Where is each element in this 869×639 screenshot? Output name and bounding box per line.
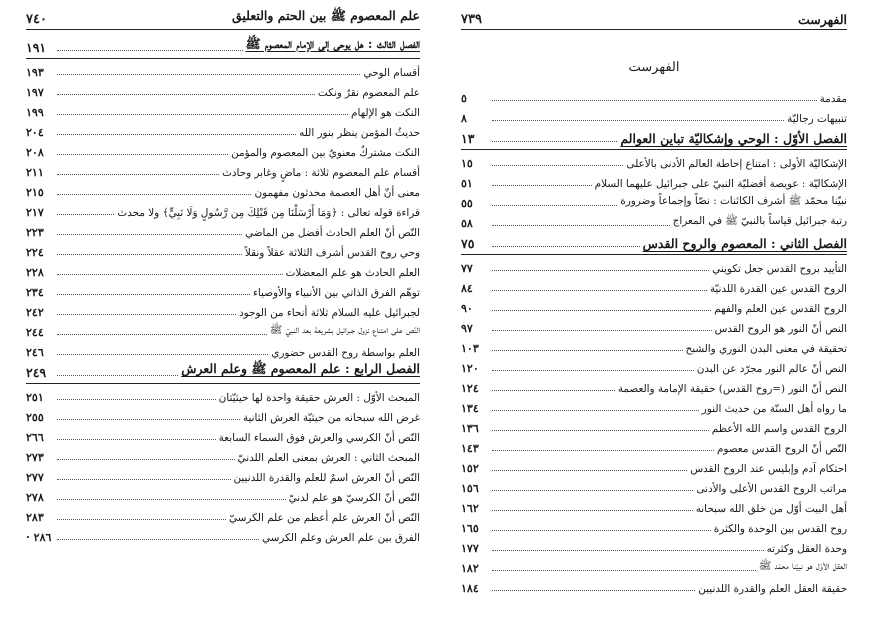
- dot-leader: [492, 550, 764, 551]
- toc-page-number: ٥٥: [461, 197, 473, 210]
- toc-chapter-entry: [26, 359, 420, 384]
- toc-page-number: ١٨٤: [461, 582, 479, 595]
- left-page: [0, 0, 432, 639]
- toc-entry-title: المبحث الثاني : العرش بمعنى العلم اللدنيّ: [237, 452, 420, 464]
- dot-leader: [57, 254, 242, 255]
- toc-entry: [26, 199, 420, 219]
- dot-leader: [57, 174, 219, 175]
- toc-page-number: ٥٨: [461, 217, 473, 230]
- toc-entry-title: الإشكاليّة الأولى : امتناع إحاطة العالم الأدنى بالأعلى: [626, 158, 847, 170]
- dot-leader: [492, 310, 711, 311]
- toc-page-number: ١٧٧: [461, 542, 479, 555]
- dot-leader: [57, 459, 235, 460]
- toc-page-number: ٢٧٣: [26, 451, 44, 464]
- toc-page-number: ١٣: [461, 131, 475, 146]
- toc-entry: [461, 455, 847, 475]
- dot-leader: [57, 294, 250, 295]
- toc-entry: [461, 575, 847, 595]
- toc-page-number: ١٦٥: [461, 522, 479, 535]
- toc-entry: [26, 239, 420, 259]
- toc-entry: [26, 219, 420, 239]
- toc-page-number: ٢١٥: [26, 186, 44, 199]
- toc-entry: [461, 435, 847, 455]
- dot-leader: [57, 539, 259, 540]
- dot-leader: [492, 490, 693, 491]
- toc-page-number: ٢٨٣: [26, 511, 44, 524]
- toc-entry-title: النّص أنّ الكرسي والعرش فوق السماء السابعة: [218, 432, 420, 444]
- toc-entry: [26, 119, 420, 139]
- toc-entry: [26, 179, 420, 199]
- toc-entry-title: تنبيهات رجاليّة: [787, 113, 847, 125]
- toc-entry: [461, 315, 847, 335]
- dot-leader: [57, 399, 216, 400]
- dot-leader: [492, 350, 683, 351]
- dot-leader: [492, 290, 707, 291]
- dot-leader: [492, 246, 640, 247]
- toc-page-number: ٢٧٨: [26, 491, 44, 504]
- toc-page-number: ١٣٦: [461, 422, 479, 435]
- dot-leader: [57, 439, 216, 440]
- toc-entry-title: قراءة قوله تعالى : ﴿وَمَا أَرْسَلْنَا مِن قَبْلِكَ مِن رَّسُولٍ وَلَا نَبِيٍّ﴾ ولا محدث: [117, 207, 420, 219]
- right-running-title: الفهرست: [797, 12, 847, 27]
- toc-entry-title: العلم الحادث هو علم المعضلات: [285, 267, 420, 279]
- toc-entry: [26, 404, 420, 424]
- toc-page-number: ١٣٤: [461, 402, 479, 415]
- toc-entry-title: مقدمة: [819, 93, 847, 105]
- dot-leader: [57, 479, 231, 480]
- toc-page-number: ٥: [461, 92, 467, 105]
- dot-leader: [57, 74, 360, 75]
- dot-leader: [492, 570, 756, 571]
- dot-leader: [57, 419, 240, 420]
- dot-leader: [492, 370, 694, 371]
- left-running-title: علم المعصوم ﷺ بين الحتم والتعليق: [231, 8, 420, 23]
- toc-page-number: ١٤٣: [461, 442, 479, 455]
- dot-leader: [492, 205, 617, 206]
- dot-leader: [57, 354, 268, 355]
- index-title: الفهرست: [628, 60, 680, 75]
- toc-entry-title: تحقيقة في معنى البدن النوري والشبح: [685, 343, 847, 355]
- toc-entry-title: معنى أنّ أهل العصمة محدثون مفهمون: [254, 187, 420, 199]
- toc-page-number: ٢٤٤: [26, 326, 44, 339]
- dot-leader: [57, 314, 236, 315]
- dot-leader: [57, 134, 296, 135]
- toc-page-number: ٨٤: [461, 282, 473, 295]
- toc-entry-title: النص أنّ النور (=روح القدس) حقيقة الإمامة والعصمة: [617, 383, 847, 395]
- toc-entry: [26, 279, 420, 299]
- toc-entry-title: الفرق بين علم العرش وعلم الكرسي: [261, 532, 420, 544]
- toc-entry-title: النص أنّ عالم النور مجرّد عن البدن: [696, 363, 847, 375]
- dot-leader: [57, 50, 243, 51]
- toc-page-number: ١٠٣: [461, 342, 479, 355]
- toc-page-number: ٨: [461, 112, 467, 125]
- toc-entry-title: حقيقة العقل العلم والقدرة اللدنيين: [698, 583, 847, 595]
- toc-page-number: ٢٠٨: [26, 146, 44, 159]
- dot-leader: [492, 390, 615, 391]
- toc-page-number: ١٥: [461, 157, 473, 170]
- toc-page-number: ١٨٢: [461, 562, 479, 575]
- toc-entry: [461, 535, 847, 555]
- toc-entry: [461, 415, 847, 435]
- toc-entry: [26, 319, 420, 339]
- toc-page-number: ٢٦٦: [26, 431, 44, 444]
- toc-entry-title: علم المعصوم نقرٌ ونكت: [317, 87, 420, 99]
- toc-entry: [461, 555, 847, 575]
- toc-entry: [26, 259, 420, 279]
- toc-entry-title: الفصل الرابع : علم المعصوم ﷺ وعلم العرش: [181, 361, 420, 376]
- toc-page-number: ١٩١: [26, 40, 47, 55]
- toc-entry: [461, 335, 847, 355]
- toc-entry-title: أقسام الوحي: [363, 67, 420, 79]
- toc-page-number: ١٦٢: [461, 502, 479, 515]
- toc-entry: [26, 79, 420, 99]
- toc-chapter-entry: [461, 230, 847, 255]
- toc-entry: [461, 275, 847, 295]
- toc-page-number: ١٢٠: [461, 362, 479, 375]
- dot-leader: [492, 330, 712, 331]
- toc-page-number: ٧٥: [461, 236, 475, 251]
- dot-leader: [57, 234, 242, 235]
- toc-entry-title: النّص أنّ الروح القدس معصوم: [717, 443, 847, 455]
- toc-page-number: ٢٢٤: [26, 246, 44, 259]
- toc-entry: [26, 139, 420, 159]
- toc-entry-title: وحدة العقل وكثرته: [766, 543, 847, 555]
- toc-entry: [461, 395, 847, 415]
- toc-entry-title: النص أنّ النور هو الروح القدس: [714, 323, 847, 335]
- toc-page-number: ١٥٦: [461, 482, 479, 495]
- toc-page-number: ٢٥١: [26, 391, 44, 404]
- dot-leader: [492, 530, 711, 531]
- toc-entry: [461, 295, 847, 315]
- toc-page-number: ٢١٧: [26, 206, 44, 219]
- dot-leader: [57, 499, 286, 500]
- toc-entry: [461, 495, 847, 515]
- dot-leader: [492, 185, 592, 186]
- toc-entry: [26, 299, 420, 319]
- left-page-number: ٧٤٠: [26, 12, 47, 27]
- dot-leader: [57, 114, 348, 115]
- toc-page-number: ٩٧: [461, 322, 473, 335]
- toc-entry-title: توهّم الفرق الذاتي بين الأنبياء والأوصياء: [252, 287, 420, 299]
- toc-page-number: ٢٥٥: [26, 411, 44, 424]
- right-page: [437, 0, 869, 639]
- toc-entry-title: النّص أنّ العرش علم أعظم من علم الكرسيّ: [228, 512, 420, 524]
- toc-page-number: ٧٧: [461, 262, 473, 275]
- toc-entry-title: النكت مشتركٌ معنويٌ بين المعصوم والمؤمن: [231, 147, 420, 159]
- dot-leader: [492, 225, 670, 226]
- toc-page-number: ٩٠: [461, 302, 473, 315]
- toc-entry-title: العقل الأوّل هو نبيّنا محمّد ﷺ: [758, 560, 847, 572]
- toc-entry-title: النّص على امتناع نزول جبرائيل بشريعة بعد النبيّ ﷺ: [269, 324, 420, 336]
- toc-entry: [461, 105, 847, 125]
- toc-entry-title: الروح القدس عين العلم والفهم: [714, 303, 847, 315]
- toc-entry-title: روح القدس بين الوحدة والكثرة: [713, 523, 847, 535]
- toc-entry-title: الروح القدس واسم الله الأعظم: [711, 423, 847, 435]
- dot-leader: [492, 450, 714, 451]
- left-running-header: [26, 10, 420, 30]
- dot-leader: [492, 510, 693, 511]
- toc-entry-title: النّص أنّ العلم الحادث أفضل من الماضي: [245, 227, 420, 239]
- dot-leader: [57, 375, 178, 376]
- dot-leader: [57, 194, 251, 195]
- toc-page-number: ٢٢٨: [26, 266, 44, 279]
- dot-leader: [57, 214, 114, 215]
- toc-entry-title: نبيّنا محمّد ﷺ أشرف الكائنات : نصّاً وإجماعاً وضرورة: [620, 195, 847, 207]
- toc-entry-title: العلم بواسطة روح القدس حضوري: [271, 347, 420, 359]
- toc-entry: [461, 150, 847, 170]
- toc-entry-title: لجبرائيل عليه السلام ثلاثة أنحاء من الوجود: [238, 307, 420, 319]
- right-toc-list: [461, 85, 847, 595]
- toc-entry: [26, 464, 420, 484]
- toc-entry: [26, 444, 420, 464]
- toc-entry: [461, 190, 847, 210]
- toc-entry: [26, 504, 420, 524]
- toc-page-number: ٢٢٣: [26, 226, 44, 239]
- toc-entry: [26, 424, 420, 444]
- dot-leader: [57, 94, 315, 95]
- dot-leader: [57, 519, 226, 520]
- toc-entry: [26, 384, 420, 404]
- toc-chapter-entry: [461, 125, 847, 150]
- right-page-number: ٧٣٩: [461, 12, 482, 27]
- toc-entry-title: النّص أنّ العرش اسمٌ للعلم والقدرة اللدنيين: [233, 472, 420, 484]
- toc-page-number: ٢٤٢: [26, 306, 44, 319]
- toc-entry: [26, 484, 420, 504]
- toc-page-number: ٥١: [461, 177, 473, 190]
- toc-page-number: ١٢٤: [461, 382, 479, 395]
- toc-entry-title: مراتب الروح القدس الأعلى والأدنى: [696, 483, 847, 495]
- toc-entry: [461, 515, 847, 535]
- toc-chapter-entry: [26, 34, 420, 59]
- toc-page-number: ٢٤٩: [26, 365, 47, 380]
- dot-leader: [492, 100, 817, 101]
- toc-entry-title: الفصل الثاني : المعصوم والروح القدس: [642, 236, 847, 251]
- toc-page-number: ١٩٩: [26, 106, 44, 119]
- dot-leader: [57, 334, 267, 335]
- toc-entry: [26, 59, 420, 79]
- dot-leader: [492, 120, 784, 121]
- toc-entry: [461, 355, 847, 375]
- left-toc-list: [26, 34, 420, 544]
- toc-page-number: ١٥٢: [461, 462, 479, 475]
- toc-entry-title: الفصل الأوّل : الوحي وإشكاليّة تباين العوالم: [620, 131, 847, 146]
- toc-entry-title: حديثُ المؤمن ينظر بنور الله: [299, 127, 420, 139]
- toc-page-number: ٢٤٦: [26, 346, 44, 359]
- toc-page-number: ٢٧٧: [26, 471, 44, 484]
- toc-entry-title: وحي روح القدس أشرف الثلاثة عقلاً ونقلاً: [244, 247, 420, 259]
- dot-leader: [492, 141, 617, 142]
- toc-page-number: ١٩٧: [26, 86, 44, 99]
- toc-entry: [461, 210, 847, 230]
- toc-entry-title: الإشكاليّة : عويصة أفضليّة النبيّ على جبرائيل عليهما السلام: [594, 178, 847, 190]
- toc-entry-title: غرض الله سبحانه من حيثيّة العرش الثانية: [242, 412, 420, 424]
- toc-entry-title: التأييد بروح القدس جعل تكويني: [712, 263, 847, 275]
- dot-leader: [492, 430, 709, 431]
- toc-entry-title: المبحث الأوّل : العرش حقيقة واحدة لها حيثيّتان: [218, 392, 420, 404]
- toc-entry: [26, 99, 420, 119]
- toc-entry: [461, 255, 847, 275]
- toc-page-number: ٢٠٤: [26, 126, 44, 139]
- dot-leader: [492, 590, 695, 591]
- dot-leader: [57, 154, 228, 155]
- toc-entry-title: النكت هو الإلهام: [351, 107, 420, 119]
- toc-entry: [26, 524, 420, 544]
- dot-leader: [492, 270, 709, 271]
- toc-entry-title: الروح القدس عين القدرة اللدنيّة: [709, 283, 847, 295]
- dot-leader: [492, 470, 687, 471]
- dot-leader: [492, 165, 623, 166]
- toc-entry-title: ما رواه أهل السنّة من حديث النور: [701, 403, 847, 415]
- toc-entry-title: أقسام علم المعصوم ثلاثة : ماضٍ وغابر وحادث: [222, 167, 420, 179]
- toc-page-number: ٢٣٤: [26, 286, 44, 299]
- toc-entry: [461, 475, 847, 495]
- toc-page-number: ٢٨٦ ·: [26, 531, 52, 544]
- toc-entry-title: النّص أنّ الكرسيّ هو علم لدنيّ: [288, 492, 420, 504]
- toc-entry: [26, 339, 420, 359]
- toc-page-number: ١٩٣: [26, 66, 44, 79]
- toc-page-number: ٢١١: [26, 166, 44, 179]
- dot-leader: [57, 274, 283, 275]
- toc-entry-title: احتكام آدم وإبليس عند الروح القدس: [690, 463, 847, 475]
- toc-entry: [461, 375, 847, 395]
- toc-entry-title: رتبة جبرائيل قياساً بالنبيّ ﷺ في المعراج: [672, 215, 847, 227]
- toc-entry: [461, 170, 847, 190]
- toc-entry: [26, 159, 420, 179]
- toc-entry-title: أهل البيت أوّل من خلق الله سبحانه: [695, 503, 847, 515]
- toc-entry: [461, 85, 847, 105]
- right-running-header: [461, 10, 847, 30]
- dot-leader: [492, 410, 699, 411]
- toc-entry-title: الفصل الثالث : هل يوحى إلى الإمام المعصوم ﷺ: [245, 36, 420, 51]
